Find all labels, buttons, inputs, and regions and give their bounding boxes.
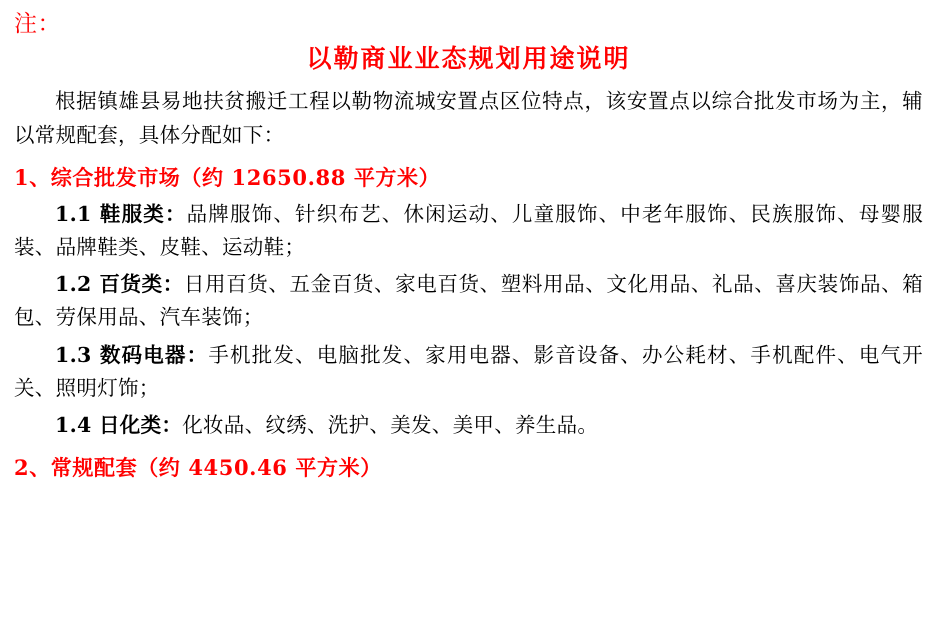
- list-item: [14, 339, 923, 405]
- list-item: [14, 198, 923, 264]
- item-text: 品牌服饰、针织布艺、休闲运动、儿童服饰、中老年服饰、民族服饰、母婴服装、品牌鞋类、皮鞋、运动鞋；: [14, 201, 923, 259]
- section-heading-2: 2、常规配套（约 4450.46 平方米）: [14, 455, 382, 481]
- section-heading-1: 1、综合批发市场（约 12650.88 平方米）: [14, 164, 441, 190]
- item-label: 1.3 数码电器：: [55, 342, 209, 367]
- item-text: 化妆品、纹绣、洗护、美发、美甲、养生品。: [182, 412, 599, 437]
- item-label: 1.2 百货类：: [55, 272, 184, 297]
- document-title: 以勒商业业态规划用途说明: [306, 44, 631, 74]
- item-label: 1.4 日化类：: [55, 412, 183, 437]
- list-item: [14, 268, 923, 334]
- note-marker: 注：: [14, 11, 61, 37]
- item-text: 日用百货、五金百货、家电百货、塑料用品、文化用品、礼品、喜庆装饰品、箱包、劳保用品、汽车装饰；: [14, 272, 923, 330]
- intro-paragraph: 根据镇雄县易地扶贫搬迁工程以勒物流城安置点区位特点，该安置点以综合批发市场为主，辅以常规配套，具体分配如下：: [14, 89, 923, 147]
- item-label: 1.1 鞋服类：: [55, 201, 187, 226]
- item-text: 手机批发、电脑批发、家用电器、影音设备、办公耗材、手机配件、电气开关、照明灯饰；: [14, 342, 923, 400]
- list-item: [14, 409, 923, 442]
